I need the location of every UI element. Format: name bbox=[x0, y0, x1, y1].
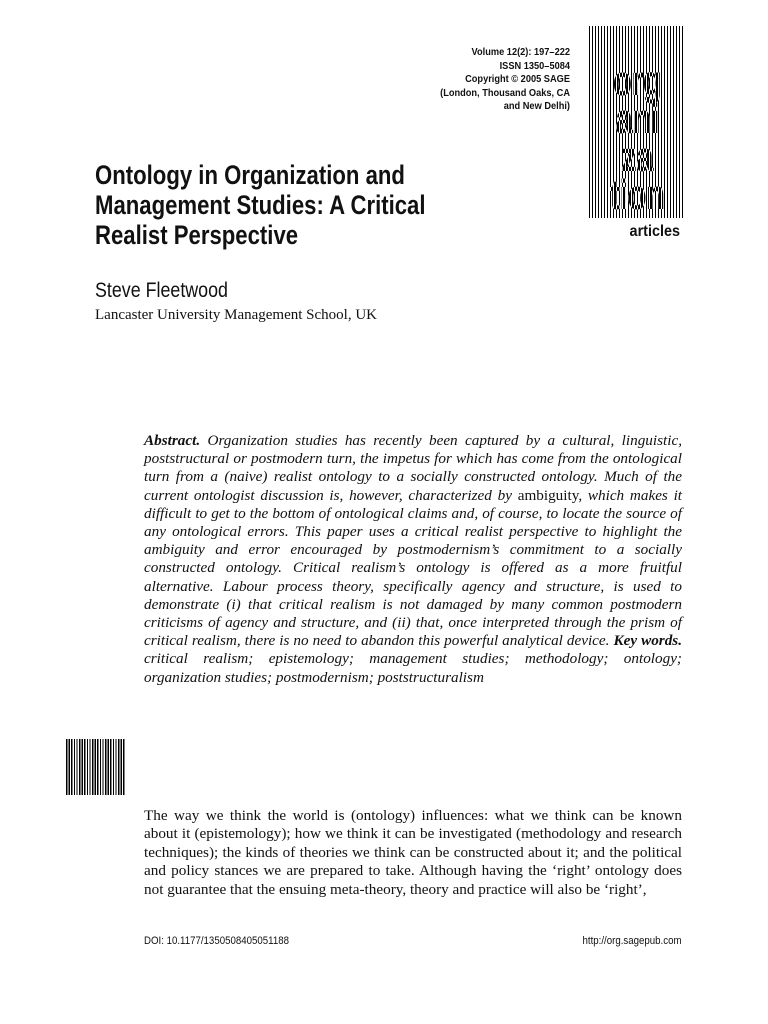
doi-footer: DOI: 10.1177/1350508405051188 bbox=[144, 935, 289, 947]
abstract-label: Abstract. bbox=[144, 432, 201, 449]
author-affiliation: Lancaster University Management School, UK bbox=[95, 307, 378, 323]
journal-copyright: Copyright © 2005 SAGE bbox=[465, 73, 570, 85]
keywords-list: critical realism; epistemology; management studies; methodology; ontology; organization studies; postmodernism; poststructuralism bbox=[144, 650, 682, 686]
abstract-text: Organization studies has recently been captured by a cultural, linguistic, poststructural or postmodern turn, the impetus for which has come from the ontological turn from a (naive) realist ontology to a socially constructed ontology. Much of the current ontologist discussion is, however, characterized by bbox=[144, 432, 683, 504]
journal-url-footer: http://org.sagepub.com bbox=[582, 935, 682, 947]
abstract-text-upright: ambiguity, bbox=[517, 486, 583, 504]
abstract bbox=[144, 432, 682, 687]
article-title-line: Management Studies: A Critical bbox=[95, 190, 426, 220]
journal-logo-text: org ani za tion bbox=[609, 57, 665, 218]
abstract-text: is used to demonstrate (i) that critical realism is not damaged by many common postmodern criticisms of agency and structure, and (ii) that, once interpreted through the prism of critical realism, there is no need to abandon this powerful analytical device. bbox=[144, 577, 682, 650]
barcode-icon bbox=[66, 739, 126, 795]
section-label: articles bbox=[629, 223, 680, 240]
article-title-line: Realist Perspective bbox=[95, 220, 299, 250]
journal-location-line2: and New Delhi) bbox=[503, 100, 570, 112]
abstract-text: which makes it difficult to get to the bottom of ontological claims and, of course, to locate the source of any ontological errors. This paper uses a critical realist perspective to highlight the ambiguity and error encouraged by postmodernism’s commitment to a socially constructed ontology. Critical realism’s ontology is offered as a more fruitful alternative. Labour process theory, specifically agency and structure, bbox=[144, 486, 683, 595]
author-name: Steve Fleetwood bbox=[95, 279, 228, 302]
body-paragraph: The way we think the world is (ontology) influences: what we think can be known about it (epistemology); how we think it can be investigated (methodology and research techniques); the kinds of theories we think can be constructed about it; and the political and policy stances we are prepared to take. Although having the ‘right’ ontology does not guarantee that the ensuing meta-theory, theory and practice will also be ‘right’, bbox=[144, 807, 682, 898]
journal-location-line1: (London, Thousand Oaks, CA bbox=[440, 86, 570, 99]
journal-metadata bbox=[359, 46, 570, 114]
journal-logo bbox=[589, 26, 685, 218]
journal-volume: Volume 12(2): 197–222 bbox=[471, 46, 570, 58]
article-title bbox=[95, 160, 456, 250]
keywords-label: Key words. bbox=[613, 632, 683, 650]
journal-issn: ISSN 1350–5084 bbox=[499, 59, 570, 72]
article-title-line: Ontology in Organization and bbox=[95, 160, 405, 190]
